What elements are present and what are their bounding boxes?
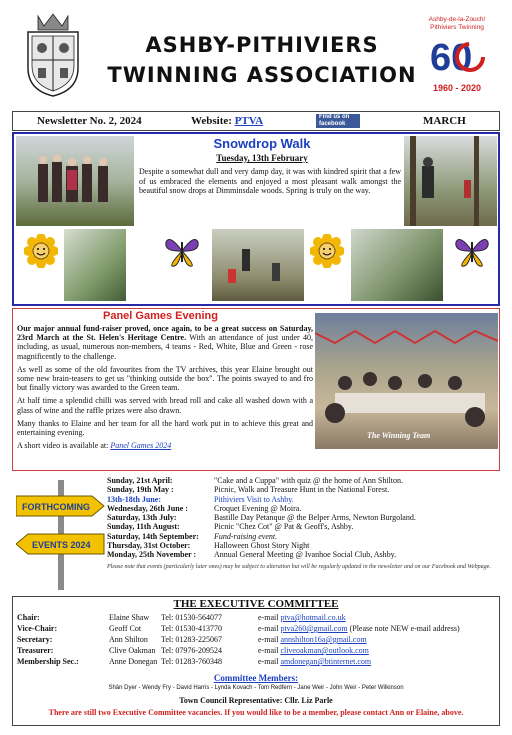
events-section xyxy=(12,474,500,594)
committee-email xyxy=(258,657,371,666)
anniversary-logo xyxy=(412,16,502,102)
event-row xyxy=(107,495,497,504)
email-link[interactable]: amdonegan@btinternet.com xyxy=(280,657,372,666)
committee-phone: Tel: 01530-413770 xyxy=(161,624,222,633)
committee-role: Chair: xyxy=(17,613,40,622)
woodland-walk-photo xyxy=(404,136,497,226)
email-label: e-mail xyxy=(258,657,279,666)
event-date: Sunday, 11th August: xyxy=(107,522,180,532)
committee-name: Ann Shilton xyxy=(109,635,148,644)
event-date: Sunday, 19th May : xyxy=(107,485,174,495)
event-date: Wednesday, 26th June : xyxy=(107,503,188,513)
email-link[interactable]: ptva260@gmail.com xyxy=(280,624,348,633)
event-row xyxy=(107,485,497,494)
vacancies-notice: There are still two Executive Committee vacancies. If you would like to be a member, please contact Ann or Elaine, above. xyxy=(48,708,464,717)
committee-row xyxy=(17,657,371,666)
committee-row xyxy=(17,613,346,622)
website-label-text: Website: xyxy=(191,115,232,127)
newsletter-number: Newsletter No. 2, 2024 xyxy=(37,115,142,127)
email-link[interactable]: annshilton16a@gmail.com xyxy=(280,635,367,644)
title-line-2: TWINNING ASSOCIATION xyxy=(107,63,417,87)
anniversary-number: 60 xyxy=(430,37,473,76)
committee-email xyxy=(258,646,369,655)
committee-name: Elaine Shaw xyxy=(109,613,150,622)
sunflower-icon xyxy=(24,234,58,268)
newsletter-info-bar xyxy=(12,111,500,131)
group-photo xyxy=(16,136,134,226)
committee-phone: Tel: 01283-760348 xyxy=(161,657,222,666)
committee-name: Anne Donegan xyxy=(109,657,158,666)
sixty-logo-icon xyxy=(427,32,487,76)
committee-row xyxy=(17,624,460,633)
signpost-icon xyxy=(16,480,106,590)
ashby-crest-icon xyxy=(22,12,84,98)
event-description: Halloween Ghost Story Night xyxy=(214,541,310,551)
newsletter-header xyxy=(12,8,500,104)
committee-email xyxy=(258,624,460,633)
butterfly-icon xyxy=(164,234,200,268)
event-row xyxy=(107,513,497,522)
committee-name: Clive Oakman xyxy=(109,646,156,655)
committee-title: THE EXECUTIVE COMMITTEE xyxy=(173,598,339,610)
town-council-name: Cllr. Liz Parle xyxy=(282,696,333,705)
sign-events: EVENTS 2024 xyxy=(32,540,91,550)
committee-email xyxy=(258,613,346,622)
snowdrop-title: Snowdrop Walk xyxy=(213,136,311,151)
panel-games-title: Panel Games Evening xyxy=(103,310,218,322)
events-list xyxy=(107,476,497,560)
email-label: e-mail xyxy=(258,613,279,622)
email-link[interactable]: ptva@hotmail.co.uk xyxy=(280,613,346,622)
panel-paragraph-4: Many thanks to Elaine and her team for all the hard work put in to achieve this great and entertaining evening. xyxy=(17,418,313,438)
page-title xyxy=(102,30,422,90)
committee-row xyxy=(17,646,369,655)
snowdrops-photo-1 xyxy=(64,229,126,301)
panel-paragraph-2: As well as some of the old favourites from the TV archives, this year Elaine brought out some new brain-teasers to get us "thinking outside the box". The points swayed to and fro but finally victory was awarded to the Green team. xyxy=(17,364,313,393)
committee-role: Secretary: xyxy=(17,635,53,644)
anniversary-line-1: Ashby-de-la-Zouch/ xyxy=(428,16,486,23)
snowdrop-date: Tuesday, 13th February xyxy=(216,153,308,163)
event-date: Saturday, 14th September: xyxy=(107,531,199,541)
event-description: Annual General Meeting @ Ivanhoe Social Club, Ashby. xyxy=(214,550,397,560)
anniversary-years: 1960 - 2020 xyxy=(432,83,482,93)
event-row xyxy=(107,504,497,513)
panel-paragraph-1: With an attendance of just under 40, including, as usual, numerous non-members, 4 teams - Red, White, Blue and Green - rose magnificently to the challenge. xyxy=(17,333,314,361)
committee-name: Geoff Cot xyxy=(109,624,142,633)
sign-forthcoming: FORTHCOMING xyxy=(22,502,90,512)
email-note: (Please note NEW e-mail address) xyxy=(347,624,460,633)
website-label xyxy=(191,115,263,127)
panel-paragraph-3: At half time a splendid chilli was served with bread roll and cake all washed down with a glass of wine and the raffle prizes were also drawn. xyxy=(17,396,313,415)
town-council-label: Town Council Representative: xyxy=(179,696,283,705)
event-description: Bastille Day Petanque @ the Belper Arms, Newton Burgoland. xyxy=(214,513,416,523)
committee-members-title: Committee Members: xyxy=(213,673,299,683)
anniversary-line-2: Pithiviers Twinning xyxy=(430,24,484,31)
snowdrop-walk-section xyxy=(12,132,500,306)
committee-role: Vice-Chair: xyxy=(17,624,58,633)
committee-role: Membership Sec.: xyxy=(17,657,79,666)
panel-games-text xyxy=(17,324,313,454)
sunflower-icon-2 xyxy=(310,234,344,268)
email-link[interactable]: cliveoakman@outlook.com xyxy=(280,646,369,655)
video-link[interactable]: Panel Games 2024 xyxy=(110,441,172,451)
event-description: Croquet Evening @ Moira. xyxy=(214,503,302,513)
photo-caption: The Winning Team xyxy=(367,431,431,440)
event-row xyxy=(107,522,497,531)
committee-row xyxy=(17,635,367,644)
event-row xyxy=(107,476,497,485)
children-walk-photo xyxy=(212,229,304,301)
snowdrops-photo-2 xyxy=(351,229,443,301)
event-date: Saturday, 13th July: xyxy=(107,513,177,523)
event-description: "Cake and a Cuppa" with quiz @ the home of Ann Shilton. xyxy=(214,476,403,485)
email-label: e-mail xyxy=(258,635,279,644)
event-description: Fund-raising event. xyxy=(214,531,278,541)
events-note: Please note that events (particularly later ones) may be subject to alteration but will be regularly updated in the newsletter and on our Facebook and Webpage. xyxy=(107,564,491,570)
winning-team-photo xyxy=(315,313,498,449)
event-row xyxy=(107,550,497,559)
event-date: 13th-18th June: xyxy=(107,494,162,504)
newsletter-month: MARCH xyxy=(423,115,466,127)
town-council-rep xyxy=(13,696,499,705)
committee-phone: Tel: 01530-564077 xyxy=(161,613,222,622)
facebook-button[interactable]: Find us on facebook xyxy=(316,114,360,128)
committee-phone: Tel: 07976-209524 xyxy=(161,646,222,655)
event-date: Sunday, 21st April: xyxy=(107,476,173,485)
video-label: A short video is available at: xyxy=(17,441,111,451)
executive-committee-section xyxy=(12,596,500,726)
title-line-1: ASHBY-PITHIVIERS xyxy=(145,33,379,57)
snowdrop-text: Despite a somewhat dull and very damp day, it was with kindred spirit that a few of us embraced the elements and enjoyed a most pleasant walk amongst the beautiful snow drops at Dimminsdale woods. Spring is truly on the way. xyxy=(139,167,401,196)
event-date: Thursday, 31st October: xyxy=(107,541,191,551)
panel-lead: Our major annual fund-raiser proved, once again, to be a great success on Saturday, 23rd March at the St. Helen's Heritage Centre. xyxy=(17,324,313,343)
committee-role: Treasurer: xyxy=(17,646,54,655)
event-description: Picnic, Walk and Treasure Hunt in the National Forest. xyxy=(214,485,390,495)
website-link[interactable]: PTVA xyxy=(234,115,264,127)
event-row xyxy=(107,541,497,550)
committee-phone: Tel: 01283-225067 xyxy=(161,635,222,644)
email-label: e-mail xyxy=(258,624,279,633)
event-date: Monday, 25th November : xyxy=(107,550,197,560)
event-description: Picnic "Chez Cot" @ Pat & Geoff's, Ashby. xyxy=(214,522,354,532)
event-row xyxy=(107,532,497,541)
butterfly-icon-2 xyxy=(454,234,490,268)
email-label: e-mail xyxy=(258,646,279,655)
panel-games-section xyxy=(12,308,500,471)
event-description: Pithiviers Visit to Ashby. xyxy=(214,494,294,504)
committee-members-list: Shân Dyer - Wendy Fry - David Harris - Lynda Kovach - Tom Redfern - Jane Weir - John Weir - Peter Wilkinson xyxy=(108,685,404,691)
committee-email xyxy=(258,635,367,644)
